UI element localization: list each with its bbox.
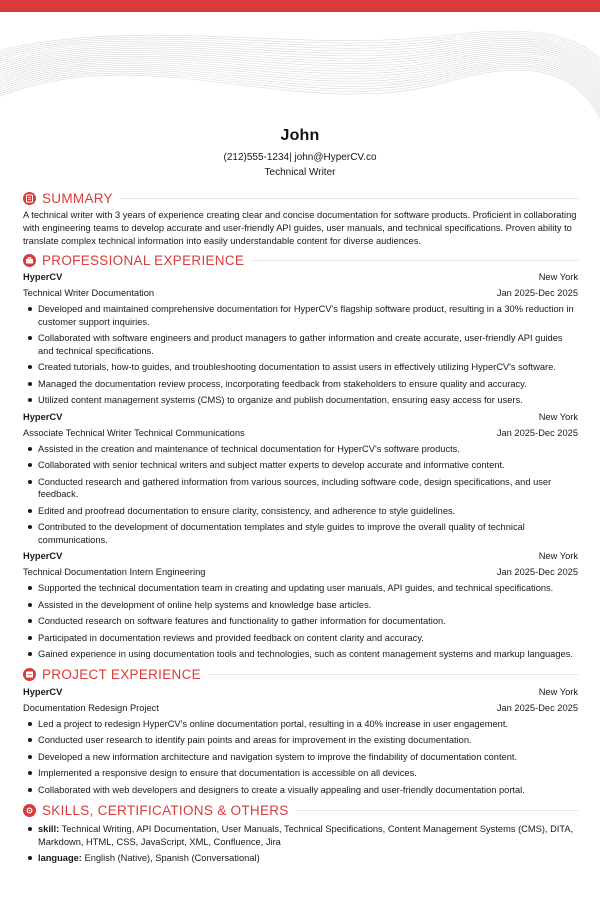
bullet-item: Led a project to redesign HyperCV's online documentation portal, resulting in a 40% increase in user engagement. xyxy=(23,718,578,731)
skills-icon xyxy=(23,804,36,817)
summary-icon xyxy=(23,192,36,205)
role-title: Technical Documentation Intern Engineering xyxy=(23,567,206,577)
summary-section-title xyxy=(23,188,578,208)
skill-value: English (Native), Spanish (Conversational) xyxy=(84,853,260,863)
bullet-item: Created tutorials, how-to guides, and troubleshooting documentation to assist users in effectively utilizing HyperCV's software. xyxy=(23,361,578,374)
location: New York xyxy=(538,686,578,697)
experience-list xyxy=(23,271,578,661)
entry-header-row xyxy=(23,411,578,424)
bullet-item: Collaborated with senior technical writers and subject matter experts to develop accurate and informative content. xyxy=(23,459,578,472)
role-title: Associate Technical Writer Technical Communications xyxy=(23,427,245,438)
skills-section-title xyxy=(23,800,578,820)
candidate-name: John xyxy=(280,127,320,144)
contact-info: (212)555-1234| john@HyperCV.co xyxy=(223,152,377,163)
bullet-item: Implemented a responsive design to ensure that documentation is accessible on all devices. xyxy=(23,767,578,780)
project-list xyxy=(23,686,578,797)
bullet-list xyxy=(23,443,578,547)
location: New York xyxy=(538,272,578,282)
bullet-item: Managed the documentation review process, incorporating feedback from stakeholders to ensure quality and accuracy. xyxy=(23,378,578,391)
section-heading: SKILLS, CERTIFICATIONS & OTHERS xyxy=(42,802,289,818)
skill-label: language: xyxy=(38,853,82,863)
section-divider xyxy=(121,198,578,199)
entry-header-row xyxy=(23,686,578,699)
experience-section-title xyxy=(23,250,578,270)
entry-block xyxy=(23,411,578,547)
entry-block xyxy=(23,686,578,797)
bullet-item: Developed and maintained comprehensive documentation for HyperCV's flagship software product, resulting in a 30% reduction in customer support inquiries. xyxy=(23,303,578,328)
bullet-list xyxy=(23,582,578,661)
section-divider xyxy=(209,674,578,675)
skill-label: skill: xyxy=(38,824,60,834)
bullet-item: Developed a new information architecture and navigation system to improve the findability of documentation content. xyxy=(23,751,578,764)
section-heading: PROJECT EXPERIENCE xyxy=(42,667,201,682)
skill-item xyxy=(23,823,578,848)
date-range: Jan 2025-Dec 2025 xyxy=(496,702,578,713)
role-title: Documentation Redesign Project xyxy=(23,702,159,713)
job-title: Technical Writer xyxy=(264,167,336,178)
entry-role-row xyxy=(23,287,578,300)
bullet-item: Collaborated with software engineers and product managers to gather information and create accurate, user-friendly API guides and technical specifications. xyxy=(23,332,578,357)
entry-block xyxy=(23,271,578,407)
bullet-item: Supported the technical documentation team in creating and updating user manuals, API guides, and technical specifications. xyxy=(23,582,578,595)
entry-role-row xyxy=(23,427,578,440)
bullet-item: Assisted in the creation and maintenance of technical documentation for HyperCV's software products. xyxy=(23,443,578,456)
skill-item xyxy=(23,852,578,865)
bullet-item: Edited and proofread documentation to ensure clarity, consistency, and adherence to style guidelines. xyxy=(23,505,578,518)
organization-name: HyperCV xyxy=(23,551,63,561)
section-divider xyxy=(252,260,578,261)
organization-name: HyperCV xyxy=(23,272,63,282)
date-range: Jan 2025-Dec 2025 xyxy=(496,427,578,438)
bullet-item: Assisted in the development of online help systems and knowledge base articles. xyxy=(23,599,578,612)
bullet-list xyxy=(23,303,578,407)
summary-text: A technical writer with 3 years of experience creating clear and concise documentation for software products. Proficient in collaborating with engineering teams to develop accurate and user-friendly API guides, user manuals, and technical specifications. Proven ability to translate complex technical information into easily understandable content for diverse audiences. xyxy=(23,210,577,246)
skill-value: Technical Writing, API Documentation, User Manuals, Technical Specifications, Content Management Systems (CMS), DITA, Markdown, HTML, CSS, JavaScript, XML, Confluence, Jira xyxy=(38,824,574,847)
entry-block xyxy=(23,550,578,661)
bullet-item: Contributed to the development of documentation templates and style guides to improve the overall quality of technical communications. xyxy=(23,521,578,546)
role-title: Technical Writer Documentation xyxy=(23,288,155,298)
entry-header-row xyxy=(23,550,578,563)
bullet-list xyxy=(23,718,578,797)
bullet-item: Utilized content management systems (CMS) to organize and publish documentation, ensuring easy access for users. xyxy=(23,394,578,407)
bullet-item: Gained experience in using documentation tools and technologies, such as content management systems and markup languages. xyxy=(23,648,578,661)
section-divider xyxy=(297,810,578,811)
resume-body xyxy=(23,186,578,869)
resume-header xyxy=(0,126,600,179)
briefcase-icon xyxy=(23,254,36,267)
entry-header-row xyxy=(23,271,578,284)
section-heading: SUMMARY xyxy=(42,190,113,206)
bullet-item: Collaborated with web developers and designers to create a visually appealing and user-friendly documentation portal. xyxy=(23,784,578,797)
top-accent-bar xyxy=(0,0,600,12)
organization-name: HyperCV xyxy=(23,411,63,422)
bullet-item: Conducted research and gathered information from various sources, including software code, design specifications, and user feedback. xyxy=(23,476,578,501)
entry-role-row xyxy=(23,566,578,579)
projects-section-title xyxy=(23,665,578,685)
section-heading: PROFESSIONAL EXPERIENCE xyxy=(42,252,245,268)
project-icon xyxy=(23,668,36,681)
organization-name: HyperCV xyxy=(23,686,63,697)
bullet-item: Conducted research on software features and functionality to gather information for documentation. xyxy=(23,615,578,628)
bullet-item: Conducted user research to identify pain points and areas for improvement in the existing documentation. xyxy=(23,734,578,747)
location: New York xyxy=(538,551,578,561)
entry-role-row xyxy=(23,702,578,715)
skills-list xyxy=(23,823,578,865)
date-range: Jan 2025-Dec 2025 xyxy=(496,288,578,298)
location: New York xyxy=(538,411,578,422)
bullet-item: Participated in documentation reviews and provided feedback on content clarity and accuracy. xyxy=(23,632,578,645)
date-range: Jan 2025-Dec 2025 xyxy=(496,567,578,577)
